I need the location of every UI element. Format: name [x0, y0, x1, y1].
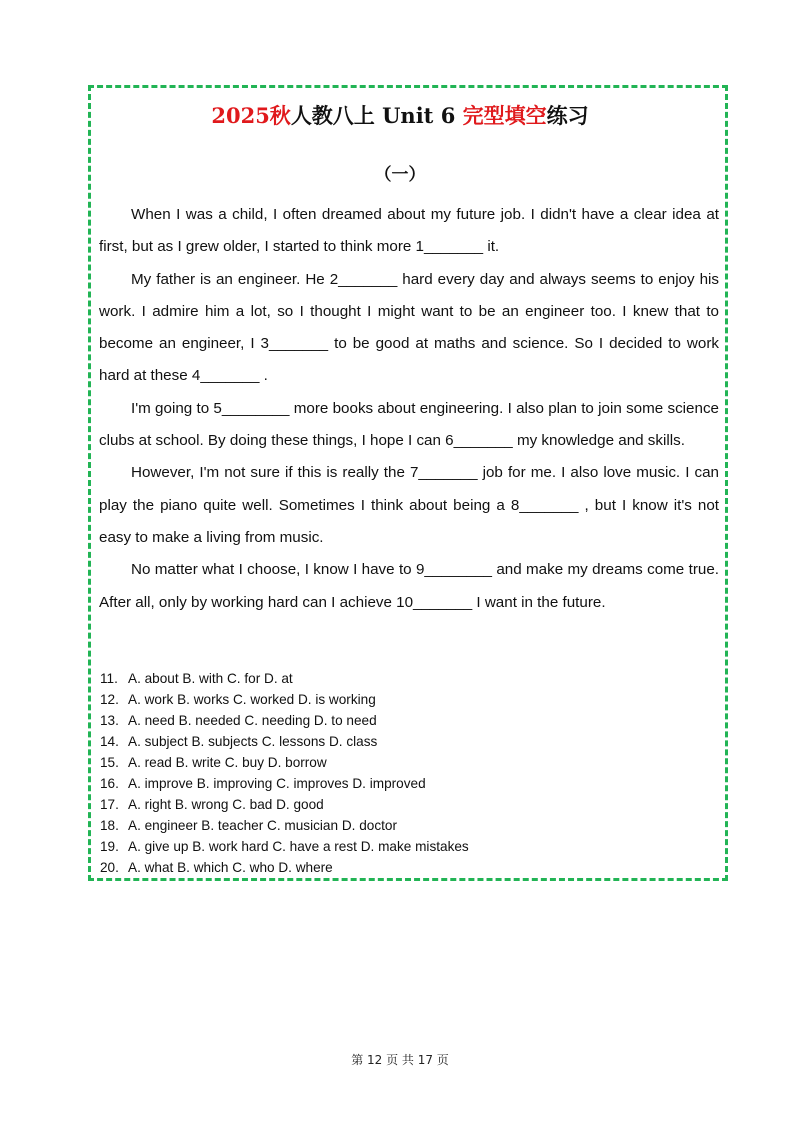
option-number: 13. — [100, 713, 119, 728]
passage-paragraph-5: No matter what I choose, I know I have to 9________ and make my dreams come true. After all, only by working hard can I achieve 10_______ I want in the future. — [99, 561, 719, 611]
page-title — [0, 100, 800, 130]
option-number: 11. — [100, 671, 118, 686]
option-item — [100, 731, 469, 752]
option-item — [100, 710, 469, 731]
passage-paragraph-1: When I was a child, I often dreamed about my future job. I didn't have a clear idea at first, but as I grew older, I started to think more 1_______ it. — [99, 206, 719, 256]
option-number: 18. — [100, 818, 119, 833]
option-item — [100, 794, 469, 815]
passage-paragraph-3: I'm going to 5________ more books about engineering. I also plan to join some science clubs at school. By doing these things, I hope I can 6_______ my knowledge and skills. — [99, 399, 719, 450]
option-number: 12. — [100, 692, 119, 707]
option-text: A. give up B. work hard C. have a rest D. make mistakes — [128, 839, 469, 854]
option-number: 20. — [100, 860, 119, 875]
title-year: 2025秋 — [211, 103, 291, 128]
title-suffix: 练习 — [546, 103, 589, 128]
page-footer: 第 12 页 共 17 页 — [351, 1053, 449, 1067]
answer-options-list — [100, 668, 469, 878]
option-item — [100, 773, 469, 794]
option-number: 17. — [100, 797, 119, 812]
option-item — [100, 836, 469, 857]
option-text: A. need B. needed C. needing D. to need — [128, 713, 377, 728]
option-number: 15. — [100, 755, 119, 770]
option-text: A. improve B. improving C. improves D. improved — [128, 776, 426, 791]
option-item — [100, 752, 469, 773]
option-text: A. work B. works C. worked D. is working — [128, 692, 376, 707]
option-item — [100, 857, 469, 878]
option-item — [100, 668, 469, 689]
option-text: A. engineer B. teacher C. musician D. doctor — [128, 818, 397, 833]
title-topic: 完型填空 — [462, 103, 547, 128]
passage-paragraph-2: My father is an engineer. He 2_______ hard every day and always seems to enjoy his work. I admire him a lot, so I thought I might want to be an engineer too. I knew that to become an engineer, I 3_______ to be good at maths and science. So I decided to work hard at these 4_______ . — [99, 270, 719, 385]
section-subtitle: （一） — [374, 165, 426, 185]
option-text: A. subject B. subjects C. lessons D. class — [128, 734, 378, 749]
option-number: 14. — [100, 734, 119, 749]
option-text: A. right B. wrong C. bad D. good — [128, 797, 324, 812]
option-text: A. what B. which C. who D. where — [128, 860, 333, 875]
option-text: A. read B. write C. buy D. borrow — [128, 755, 327, 770]
option-number: 19. — [100, 839, 119, 854]
cloze-passage — [99, 199, 719, 619]
title-course: 人教八上 Unit 6 — [290, 103, 463, 128]
option-number: 16. — [100, 776, 119, 791]
option-item — [100, 815, 469, 836]
option-item — [100, 689, 469, 710]
passage-paragraph-4: However, I'm not sure if this is really the 7_______ job for me. I also love music. I can play the piano quite well. Sometimes I think about being a 8_______ , but I know it's not easy to make a living from music. — [99, 464, 719, 546]
option-text: A. about B. with C. for D. at — [128, 671, 293, 686]
